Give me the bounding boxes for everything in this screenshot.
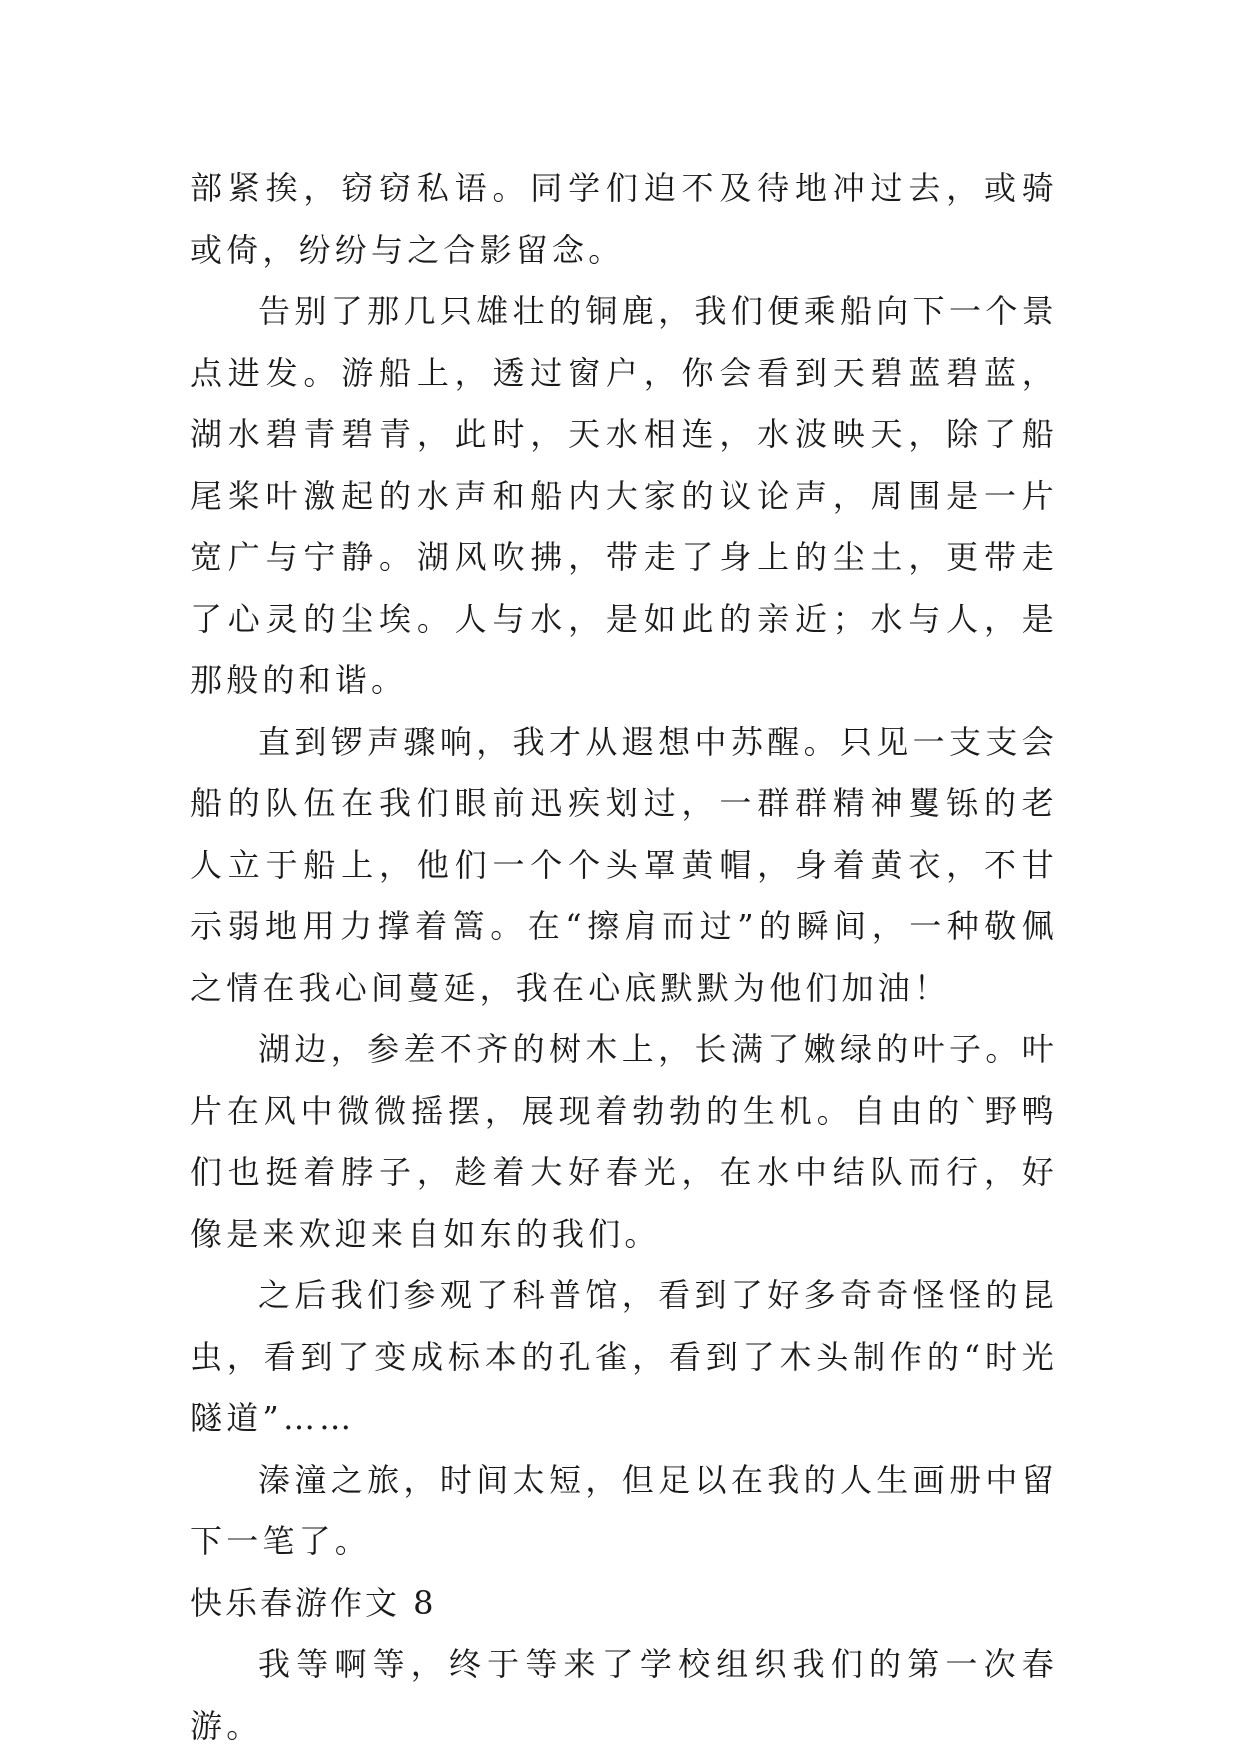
paragraph-7: 我等啊等，终于等来了学校组织我们的第一次春游。	[190, 1645, 1058, 1745]
paragraph-3: 直到锣声骤响，我才从遐想中苏醒。只见一支支会船的队伍在我们眼前迅疾划过，一群群精神矍铄的老人立于船上，他们一个个头罩黄帽，身着黄衣，不甘示弱地用力撑着篙。在“擦肩而过”的瞬间，一种敬佩之情在我心间蔓延，我在心底默默为他们加油！	[190, 722, 1058, 1007]
document-body	[190, 158, 1058, 1757]
paragraph-5: 之后我们参观了科普馆，看到了好多奇奇怪怪的昆虫，看到了变成标本的孔雀，看到了木头制作的“时光隧道”……	[190, 1276, 1058, 1437]
paragraph-4: 湖边，参差不齐的树木上，长满了嫩绿的叶子。叶片在风中微微摇摆，展现着勃勃的生机。自由的`野鸭们也挺着脖子，趁着大好春光，在水中结队而行，好像是来欢迎来自如东的我们。	[190, 1030, 1058, 1253]
paragraph-6: 溱潼之旅，时间太短，但足以在我的人生画册中留下一笔了。	[190, 1460, 1058, 1560]
paragraph-2: 告别了那几只雄壮的铜鹿，我们便乘船向下一个景点进发。游船上，透过窗户，你会看到天碧蓝碧蓝，湖水碧青碧青，此时，天水相连，水波映天，除了船尾桨叶激起的水声和船内大家的议论声，周围是一片宽广与宁静。湖风吹拂，带走了身上的尘土，更带走了心灵的尘埃。人与水，是如此的亲近；水与人，是那般的和谐。	[190, 292, 1058, 699]
section-heading: 快乐春游作文 8	[190, 1583, 437, 1622]
paragraph-1: 部紧挨，窃窃私语。同学们迫不及待地冲过去，或骑或倚，纷纷与之合影留念。	[190, 169, 1058, 269]
